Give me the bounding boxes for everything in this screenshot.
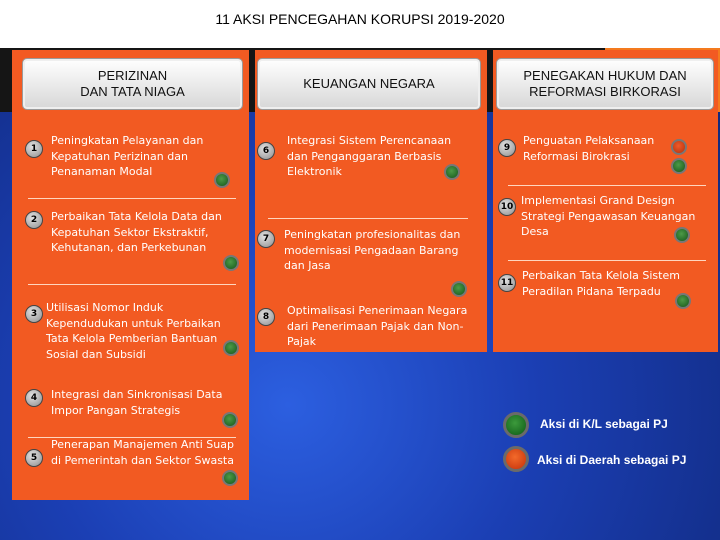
separator bbox=[508, 260, 706, 261]
action-3-text: Utilisasi Nomor Induk Kependudukan untuk Perbaikan Tata Kelola Pemberian Bantuan Sosial dan Subsidi bbox=[46, 301, 221, 361]
action-number-8: 8 bbox=[257, 308, 275, 326]
separator bbox=[268, 218, 468, 219]
separator bbox=[28, 198, 236, 199]
action-8-text: Optimalisasi Penerimaan Negara dari Penerimaan Pajak dan Non-Pajak bbox=[287, 304, 468, 348]
action-number-2: 2 bbox=[25, 211, 43, 229]
legend-kl-label: Aksi di K/L sebagai PJ bbox=[540, 417, 668, 431]
action-number-11: 11 bbox=[498, 274, 516, 292]
column-perizinan bbox=[12, 50, 249, 500]
kl-indicator-6 bbox=[444, 164, 460, 180]
action-number-10: 10 bbox=[498, 198, 516, 216]
action-1-text: Peningkatan Pelayanan dan Kepatuhan Perizinan dan Penanaman Modal bbox=[51, 134, 204, 178]
daerah-indicator-9 bbox=[671, 139, 687, 155]
kl-indicator-2 bbox=[223, 255, 239, 271]
kl-indicator-1 bbox=[214, 172, 230, 188]
page-title: 11 AKSI PENCEGAHAN KORUPSI 2019-2020 bbox=[215, 11, 505, 27]
action-2-text: Perbaikan Tata Kelola Data dan Kepatuhan Sektor Ekstraktif, Kehutanan, dan Perkebunan bbox=[51, 210, 222, 254]
action-4-text: Integrasi dan Sinkronisasi Data Impor Pangan Strategis bbox=[51, 388, 223, 417]
header-penegakan: PENEGAKAN HUKUM DAN REFORMASI BIRKORASI bbox=[496, 58, 714, 110]
kl-indicator-7 bbox=[451, 281, 467, 297]
action-10-text: Implementasi Grand Design Strategi Pengawasan Keuangan Desa bbox=[521, 194, 696, 238]
action-number-1: 1 bbox=[25, 140, 43, 158]
kl-indicator-9 bbox=[671, 158, 687, 174]
action-number-9: 9 bbox=[498, 139, 516, 157]
legend-kl-icon bbox=[503, 412, 529, 438]
action-number-7: 7 bbox=[257, 230, 275, 248]
header-perizinan: PERIZINAN DAN TATA NIAGA bbox=[22, 58, 243, 110]
kl-indicator-11 bbox=[675, 293, 691, 309]
action-5-text: Penerapan Manajemen Anti Suap di Pemerintah dan Sektor Swasta bbox=[51, 438, 234, 467]
legend-daerah-icon bbox=[503, 446, 529, 472]
header-keuangan: KEUANGAN NEGARA bbox=[257, 58, 481, 110]
action-number-3: 3 bbox=[25, 305, 43, 323]
kl-indicator-3 bbox=[223, 340, 239, 356]
action-number-6: 6 bbox=[257, 142, 275, 160]
action-11-text: Perbaikan Tata Kelola Sistem Peradilan Pidana Terpadu bbox=[522, 269, 680, 298]
separator bbox=[508, 185, 706, 186]
kl-indicator-5 bbox=[222, 470, 238, 486]
kl-indicator-4 bbox=[222, 412, 238, 428]
kl-indicator-10 bbox=[674, 227, 690, 243]
action-number-4: 4 bbox=[25, 389, 43, 407]
action-9-text: Penguatan Pelaksanaan Reformasi Birokrasi bbox=[523, 134, 655, 163]
action-6-text: Integrasi Sistem Perencanaan dan Penganggaran Berbasis Elektronik bbox=[287, 134, 452, 178]
action-7-text: Peningkatan profesionalitas dan modernisasi Pengadaan Barang dan Jasa bbox=[284, 228, 461, 272]
legend-daerah-label: Aksi di Daerah sebagai PJ bbox=[537, 453, 687, 467]
title-bar bbox=[0, 0, 720, 48]
action-number-5: 5 bbox=[25, 449, 43, 467]
separator bbox=[28, 284, 236, 285]
